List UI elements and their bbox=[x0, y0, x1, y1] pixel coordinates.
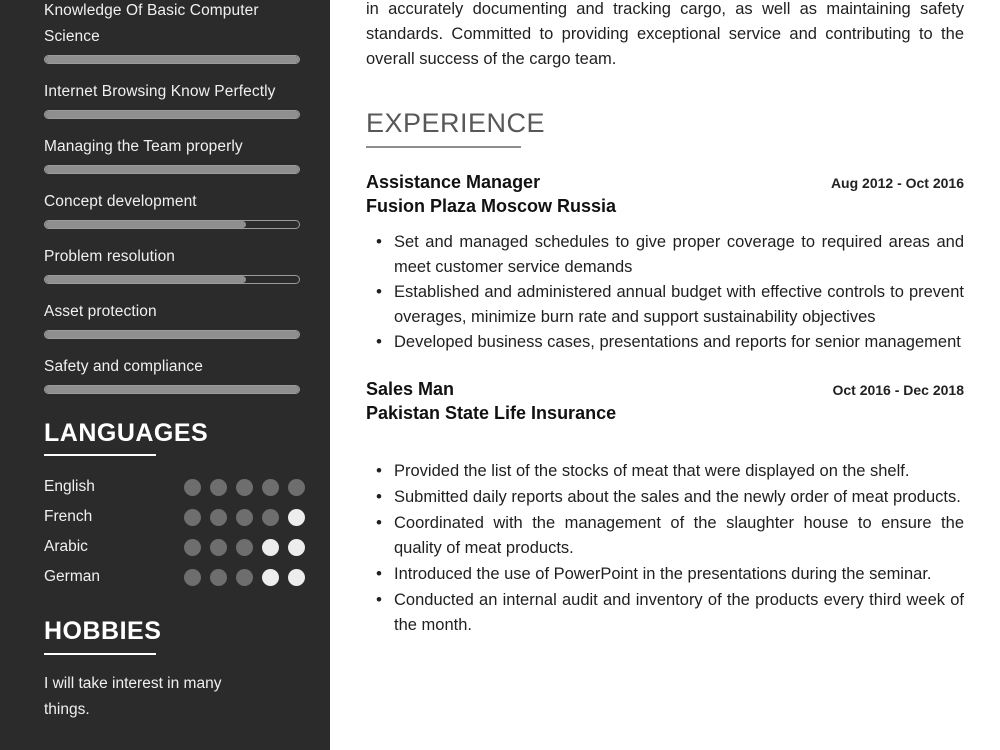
language-name: French bbox=[44, 508, 93, 526]
languages-heading: LANGUAGES bbox=[44, 419, 209, 447]
job-dates: Aug 2012 - Oct 2016 bbox=[830, 175, 964, 191]
language-level-dot bbox=[210, 479, 227, 496]
skill-item bbox=[44, 299, 300, 339]
language-level-dot bbox=[210, 569, 227, 586]
language-row bbox=[44, 472, 300, 502]
language-level-dot bbox=[262, 539, 279, 556]
experience-entry-header bbox=[366, 377, 964, 401]
skill-label: Safety and compliance bbox=[44, 358, 203, 375]
languages-section bbox=[44, 420, 300, 592]
skill-progress-fill bbox=[45, 276, 246, 283]
skill-progress-fill bbox=[45, 386, 299, 393]
profile-summary-text: in accurately documenting and tracking cargo, as well as maintaining safety standards. Committed to providing exceptional service and contributing to the overall success of the cargo team. bbox=[366, 0, 964, 68]
experience-heading-rule bbox=[366, 146, 521, 148]
language-level-dot bbox=[210, 509, 227, 526]
experience-bullet: • Developed business cases, presentations and reports for senior management bbox=[366, 330, 964, 355]
job-title: Sales Man bbox=[366, 379, 455, 399]
language-level-dot bbox=[288, 539, 305, 556]
job-company: Pakistan State Life Insurance bbox=[366, 403, 617, 423]
experience-bullet-list bbox=[366, 230, 964, 355]
skill-progress-fill bbox=[45, 111, 299, 118]
skill-item bbox=[44, 79, 300, 119]
skill-progress-bar bbox=[44, 55, 300, 64]
hobbies-heading: HOBBIES bbox=[44, 617, 162, 646]
skill-progress-bar bbox=[44, 385, 300, 394]
language-level-dots bbox=[184, 479, 305, 496]
skill-label: Managing the Team properly bbox=[44, 138, 243, 155]
sidebar bbox=[0, 0, 330, 750]
language-level-dot bbox=[184, 509, 201, 526]
language-level-dot bbox=[236, 479, 253, 496]
skill-progress-fill bbox=[45, 56, 299, 63]
language-level-dot bbox=[184, 479, 201, 496]
language-level-dot bbox=[236, 569, 253, 586]
skill-progress-bar bbox=[44, 275, 300, 284]
main-content bbox=[330, 0, 1000, 750]
skill-label: Internet Browsing Know Perfectly bbox=[44, 83, 276, 100]
skill-progress-bar bbox=[44, 165, 300, 174]
hobbies-heading-rule bbox=[44, 653, 156, 655]
skill-item bbox=[44, 189, 300, 229]
skill-progress-fill bbox=[45, 221, 246, 228]
language-level-dots bbox=[184, 569, 305, 586]
language-row bbox=[44, 532, 300, 562]
experience-bullet: • Coordinated with the management of the slaughter house to ensure the quality of meat products. bbox=[366, 511, 964, 561]
language-level-dot bbox=[184, 569, 201, 586]
language-level-dot bbox=[210, 539, 227, 556]
experience-entry-header bbox=[366, 170, 964, 194]
experience-bullet: • Conducted an internal audit and inventory of the products every third week of the month. bbox=[366, 588, 964, 638]
language-level-dot bbox=[288, 509, 305, 526]
experience-bullet: • Set and managed schedules to give proper coverage to required areas and meet customer service demands bbox=[366, 230, 964, 280]
skill-label: Knowledge Of Basic Computer Science bbox=[44, 2, 259, 45]
hobbies-section bbox=[44, 618, 300, 722]
hobbies-text: I will take interest in many things. bbox=[44, 674, 222, 718]
skill-label: Concept development bbox=[44, 193, 197, 210]
language-level-dot bbox=[184, 539, 201, 556]
languages-heading-rule bbox=[44, 454, 156, 456]
job-dates: Oct 2016 - Dec 2018 bbox=[832, 382, 964, 398]
experience-bullet: • Submitted daily reports about the sales and the newly order of meat products. bbox=[366, 485, 964, 510]
experience-bullet: • Established and administered annual budget with effective controls to prevent overages, minimize burn rate and support sustainability objectives bbox=[366, 280, 964, 330]
skill-progress-bar bbox=[44, 330, 300, 339]
language-name: German bbox=[44, 568, 100, 586]
language-row bbox=[44, 502, 300, 532]
skill-progress-bar bbox=[44, 220, 300, 229]
skill-progress-bar bbox=[44, 110, 300, 119]
skill-progress-fill bbox=[45, 166, 299, 173]
job-title: Assistance Manager bbox=[366, 172, 541, 192]
language-name: Arabic bbox=[44, 538, 88, 556]
experience-bullet: • Provided the list of the stocks of meat that were displayed on the shelf. bbox=[366, 459, 964, 484]
language-level-dot bbox=[262, 479, 279, 496]
language-name: English bbox=[44, 478, 95, 496]
language-level-dot bbox=[262, 509, 279, 526]
language-level-dot bbox=[262, 569, 279, 586]
skill-item bbox=[44, 0, 300, 64]
skill-item bbox=[44, 134, 300, 174]
language-level-dot bbox=[236, 539, 253, 556]
skill-progress-fill bbox=[45, 331, 299, 338]
skill-item bbox=[44, 354, 300, 394]
language-row bbox=[44, 562, 300, 592]
experience-entry bbox=[366, 377, 964, 638]
language-level-dots bbox=[184, 539, 305, 556]
skill-label: Problem resolution bbox=[44, 248, 176, 265]
language-level-dot bbox=[288, 479, 305, 496]
experience-heading: EXPERIENCE bbox=[366, 108, 546, 138]
skill-item bbox=[44, 244, 300, 284]
language-level-dots bbox=[184, 509, 305, 526]
language-level-dot bbox=[236, 509, 253, 526]
experience-bullet-list bbox=[366, 459, 964, 638]
experience-bullet: • Introduced the use of PowerPoint in the presentations during the seminar. bbox=[366, 562, 964, 587]
skill-label: Asset protection bbox=[44, 303, 157, 320]
experience-entry bbox=[366, 170, 964, 355]
skills-section bbox=[44, 0, 300, 394]
job-company: Fusion Plaza Moscow Russia bbox=[366, 196, 617, 216]
profile-summary bbox=[366, 0, 964, 72]
language-level-dot bbox=[288, 569, 305, 586]
